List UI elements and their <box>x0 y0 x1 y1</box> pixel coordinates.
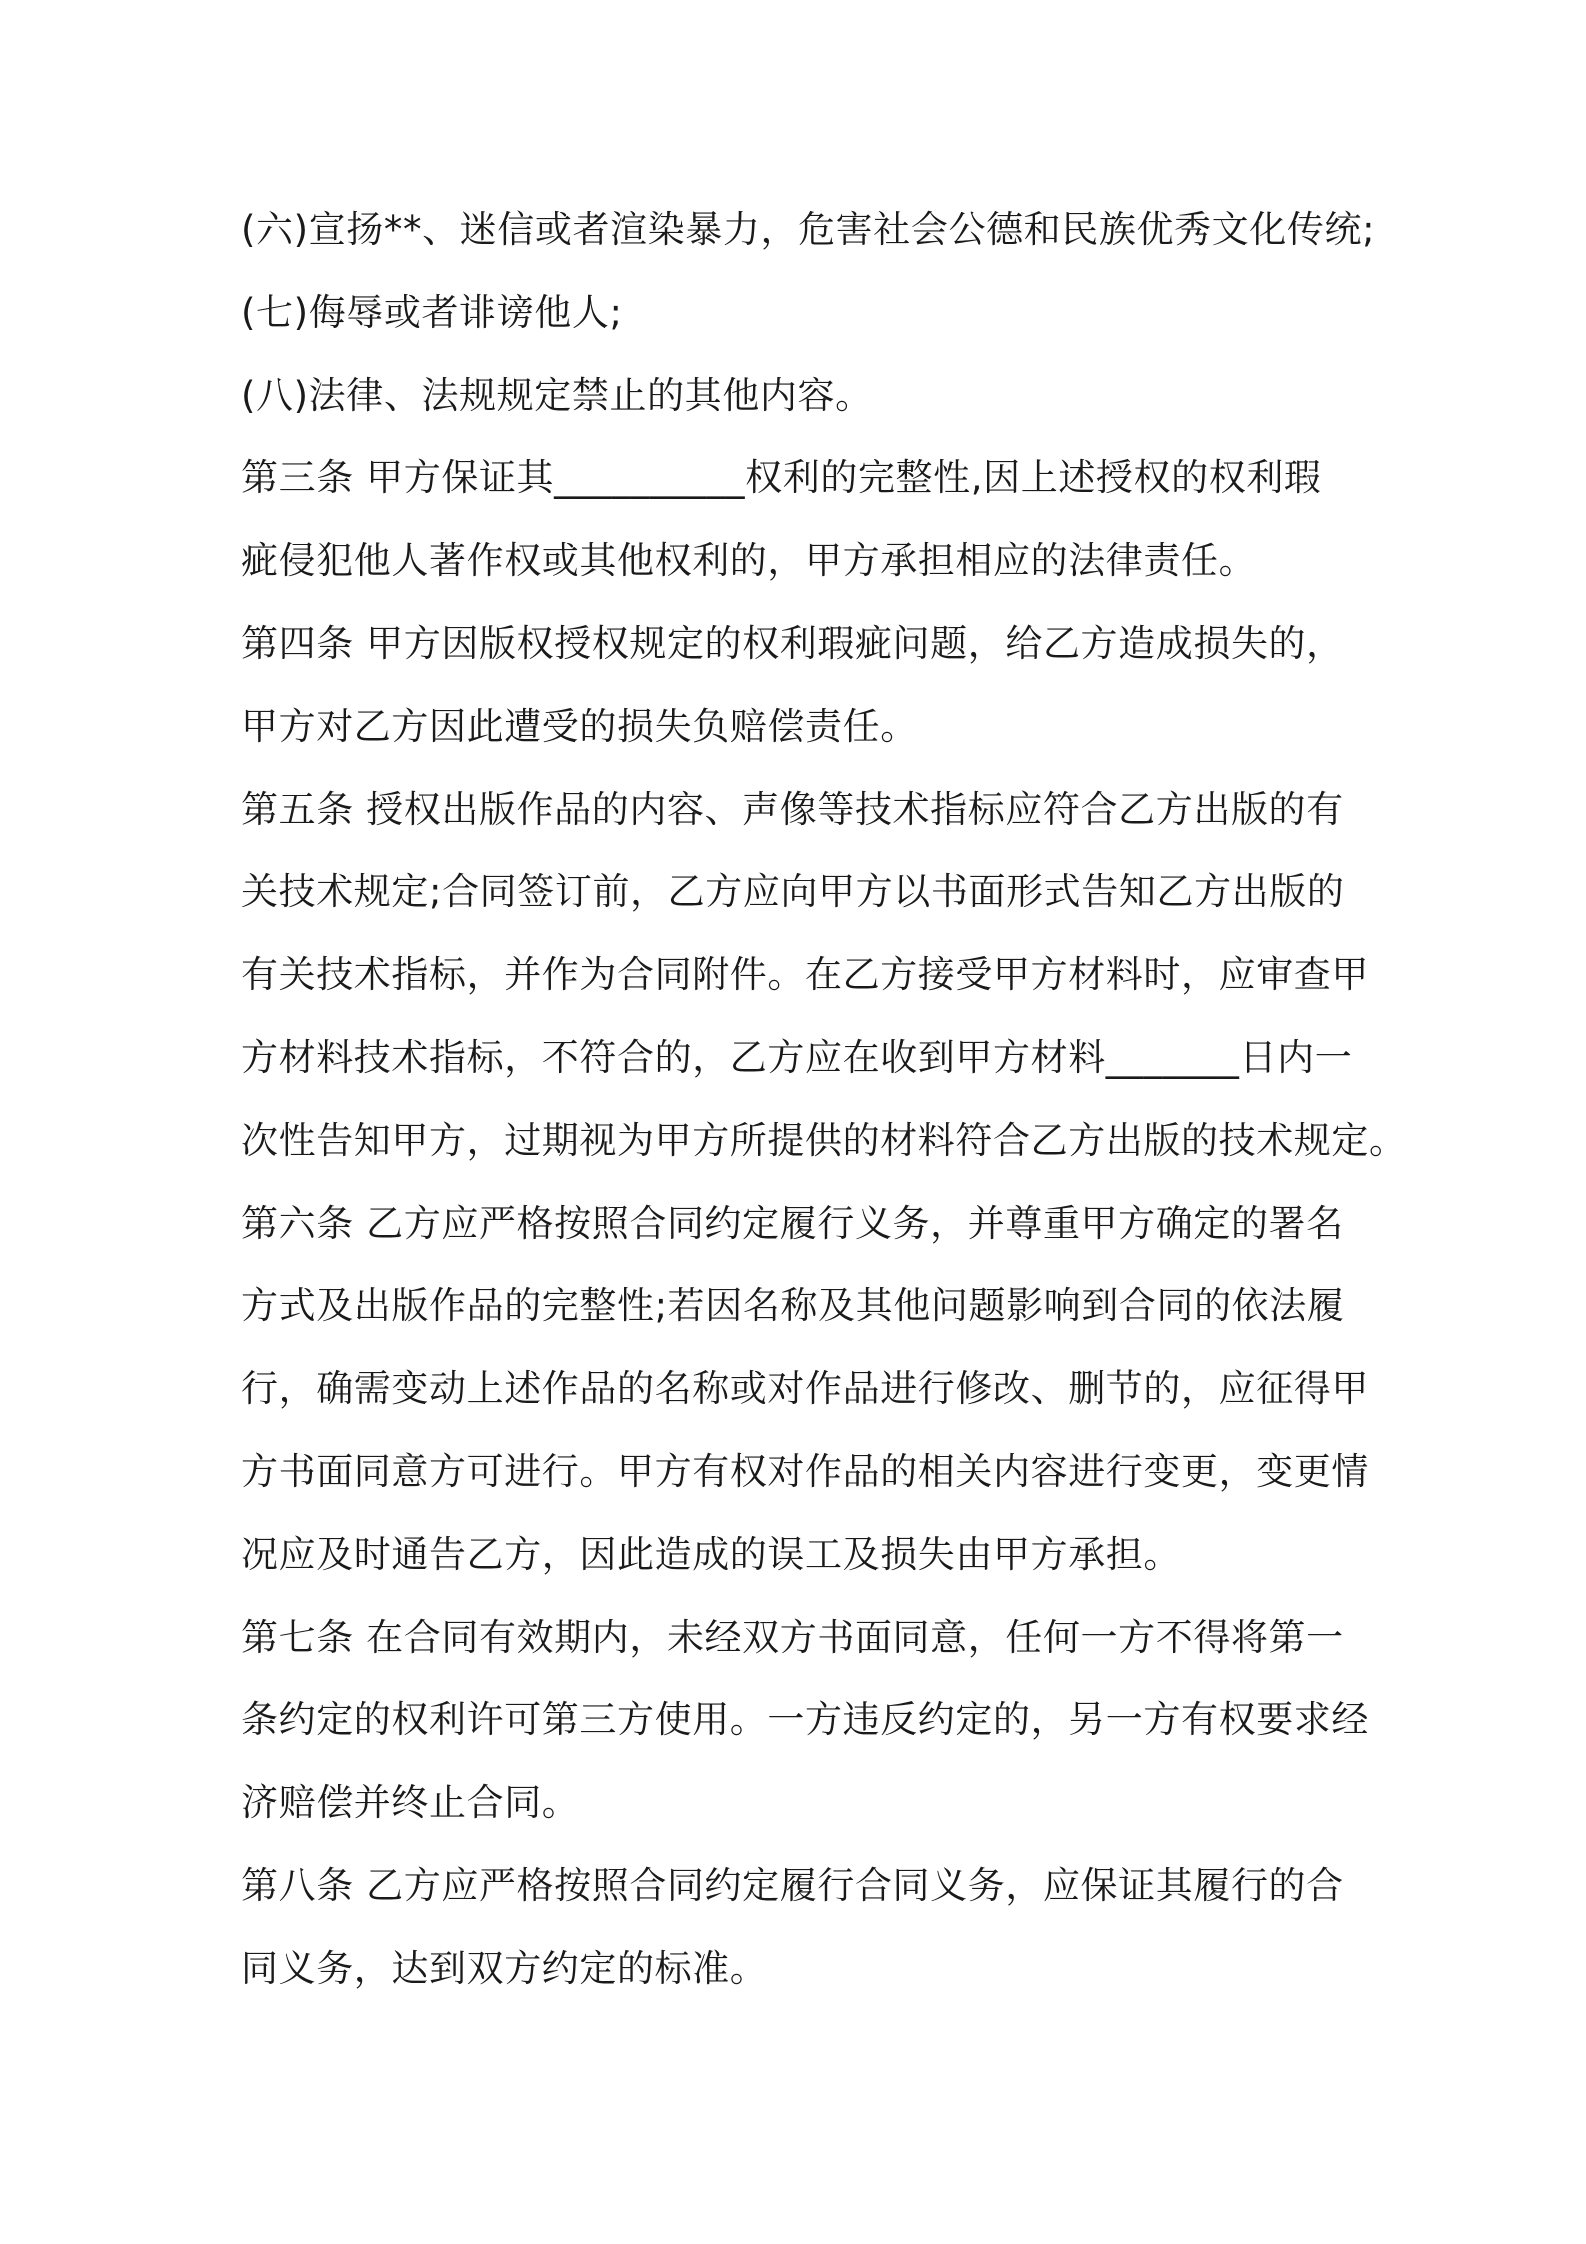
clause-text-line: 有关技术指标，并作为合同附件。在乙方接受甲方材料时，应审查甲 <box>241 953 1369 996</box>
clause-text-line: 方材料技术指标，不符合的，乙方应在收到甲方材料_______日内一 <box>241 1036 1353 1079</box>
clause-text-line: 方式及出版作品的完整性;若因名称及其他问题影响到合同的依法履 <box>241 1284 1345 1327</box>
clause-text-line: 第四条 甲方因版权授权规定的权利瑕疵问题，给乙方造成损失的， <box>241 622 1344 665</box>
clause-text-line: 条约定的权利许可第三方使用。一方违反约定的，另一方有权要求经 <box>241 1698 1369 1741</box>
clause-text-line: 况应及时通告乙方，因此造成的误工及损失由甲方承担。 <box>241 1533 1181 1576</box>
clause-text-line: 第三条 甲方保证其__________权利的完整性,因上述授权的权利瑕 <box>241 456 1322 499</box>
clause-text-line: 行，确需变动上述作品的名称或对作品进行修改、删节的，应征得甲 <box>241 1367 1369 1410</box>
clause-text-line: 疵侵犯他人著作权或其他权利的，甲方承担相应的法律责任。 <box>241 539 1257 582</box>
clause-text-line: 第八条 乙方应严格按照合同约定履行合同义务，应保证其履行的合 <box>241 1864 1344 1907</box>
clause-text-line: 甲方对乙方因此遭受的损失负赔偿责任。 <box>241 705 918 748</box>
clause-text-line: 次性告知甲方，过期视为甲方所提供的材料符合乙方出版的技术规定。 <box>241 1119 1407 1162</box>
clause-text-line: 关技术规定;合同签订前，乙方应向甲方以书面形式告知乙方出版的 <box>241 870 1345 913</box>
clause-text-line: 济赔偿并终止合同。 <box>241 1781 580 1824</box>
clause-text-line: 第六条 乙方应严格按照合同约定履行义务，并尊重甲方确定的署名 <box>241 1202 1344 1245</box>
clause-text-line: 第五条 授权出版作品的内容、声像等技术指标应符合乙方出版的有 <box>241 788 1344 831</box>
clause-text-line: (七)侮辱或者诽谤他人; <box>241 291 623 334</box>
clause-text-line: 方书面同意方可进行。甲方有权对作品的相关内容进行变更，变更情 <box>241 1450 1369 1493</box>
clause-text-line: (六)宣扬**、迷信或者渲染暴力，危害社会公德和民族优秀文化传统; <box>241 208 1376 251</box>
clause-text-line: (八)法律、法规规定禁止的其他内容。 <box>241 374 873 417</box>
clause-text-line: 同义务，达到双方约定的标准。 <box>241 1947 768 1990</box>
clause-text-line: 第七条 在合同有效期内，未经双方书面同意，任何一方不得将第一 <box>241 1616 1344 1659</box>
